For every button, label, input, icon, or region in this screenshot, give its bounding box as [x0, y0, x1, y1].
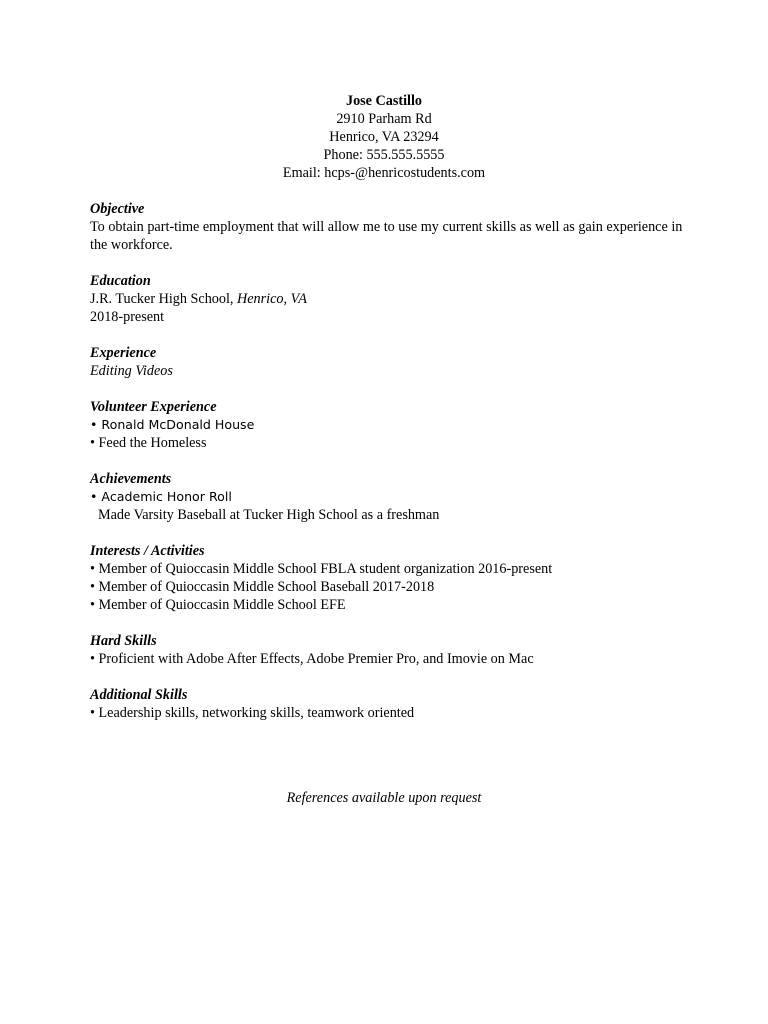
section-additional-skills: [90, 686, 690, 722]
address-line-2: Henrico, VA 23294: [329, 129, 439, 145]
additional-skills-title: Additional Skills: [90, 687, 188, 703]
volunteer-title: Volunteer Experience: [90, 399, 217, 415]
achievement-item: • Academic Honor Roll: [90, 489, 232, 504]
experience-item: Editing Videos: [90, 363, 173, 379]
education-years: 2018-present: [90, 309, 165, 325]
education-location: Henrico, VA: [237, 291, 307, 307]
education-school-line: [90, 290, 690, 308]
objective-title: Objective: [90, 201, 145, 217]
email: Email: hcps-@henricostudents.com: [282, 165, 486, 181]
address-line-1: 2910 Parham Rd: [336, 111, 432, 127]
phone: Phone: 555.555.5555: [323, 147, 445, 163]
section-interests: [90, 542, 690, 614]
interest-item: • Member of Quioccasin Middle School EFE: [90, 597, 346, 613]
education-title: Education: [90, 273, 151, 289]
interest-item: • Member of Quioccasin Middle School FBLA student organization 2016-present: [90, 561, 553, 577]
hard-skills-title: Hard Skills: [90, 633, 157, 649]
section-experience: [90, 344, 690, 380]
achievement-item: Made Varsity Baseball at Tucker High School as a freshman: [98, 507, 440, 523]
section-education: [90, 272, 690, 326]
references-note: References available upon request: [286, 790, 482, 806]
contact-header: [0, 92, 768, 182]
education-school: J.R. Tucker High School,: [90, 291, 238, 307]
section-volunteer: [90, 398, 690, 452]
applicant-name: Jose Castillo: [345, 93, 423, 109]
experience-title: Experience: [90, 345, 157, 361]
volunteer-item: • Feed the Homeless: [90, 435, 207, 451]
interest-item: • Member of Quioccasin Middle School Baseball 2017-2018: [90, 579, 435, 595]
achievements-title: Achievements: [90, 471, 172, 487]
section-objective: [90, 200, 690, 254]
section-hard-skills: [90, 632, 690, 668]
objective-text: To obtain part-time employment that will allow me to use my current skills as well as gain experience in the workforce.: [90, 219, 683, 253]
interests-title: Interests / Activities: [90, 543, 205, 559]
section-achievements: [90, 470, 690, 524]
volunteer-item: • Ronald McDonald House: [90, 417, 255, 432]
additional-skill-item: • Leadership skills, networking skills, teamwork oriented: [90, 705, 415, 721]
resume-body: [90, 200, 690, 740]
hard-skill-item: • Proficient with Adobe After Effects, Adobe Premier Pro, and Imovie on Mac: [90, 651, 534, 667]
